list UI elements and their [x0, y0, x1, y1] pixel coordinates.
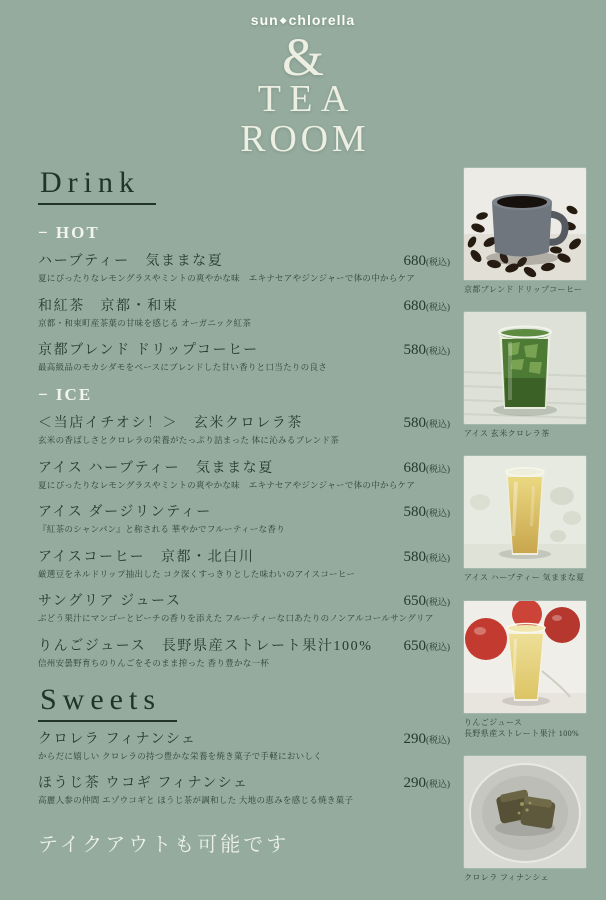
item-description: 厳選豆をネルドリップ抽出した コク深くすっきりとした味わいのアイスコーヒー — [38, 568, 356, 579]
item-price — [396, 253, 451, 270]
item-name: ハーブティー 気ままな夏 — [38, 254, 224, 269]
item-name: 京都ブレンド ドリップコーヒー — [38, 343, 259, 359]
item-name: ほうじ茶 ウコギ フィナンシェ — [38, 776, 249, 792]
menu-item-kyoto-blend-coffee — [38, 339, 450, 373]
item-row — [38, 590, 450, 610]
brand-logo-right: chlorella — [288, 12, 356, 28]
tearoom-logo-room: ROOM — [240, 118, 370, 160]
item-price — [396, 549, 451, 566]
item-description: 京都・和束町産茶葉の甘味を感じる オーガニック紅茶 — [38, 317, 252, 328]
tearoom-logo-tea: TEA — [257, 78, 357, 120]
price-number: 650 — [403, 593, 426, 610]
menu-item-iced-coffee — [38, 546, 450, 580]
item-price — [396, 342, 451, 359]
price-number: 680 — [403, 253, 426, 269]
menu-item-hojicha-financier — [38, 772, 450, 806]
menu-item-iced-herb-tea — [38, 457, 450, 491]
item-description: 『紅茶のシャンパン』と称される 華やかでフルーティーな香り — [38, 524, 286, 535]
item-row — [38, 412, 450, 432]
item-description: 夏にぴったりなレモングラスやミントの爽やかな味 エキナセアやジンジャーで体の中からケア — [38, 479, 416, 490]
menu-item-genmai-chlorella-tea — [38, 412, 450, 446]
photo-caption: アイス ハーブティー 気ままな夏 — [464, 573, 585, 583]
item-price — [396, 731, 451, 748]
item-row — [38, 546, 450, 566]
item-description: ぶどう果汁にマンゴーとピーチの香りを添えた フルーティーな口あたりのノンアルコールサングリア — [38, 613, 434, 624]
item-description: 信州安曇野育ちのりんごをそのまま搾った 香り豊かな一杯 — [38, 658, 270, 668]
photo-caption — [464, 717, 588, 739]
price-number: 290 — [403, 775, 426, 792]
price-tax: (税込) — [426, 779, 450, 790]
item-description: 高麗人参の仲間 エゾウコギと ほうじ茶が調和した 大地の恵みを感じる焼き菓子 — [38, 795, 354, 806]
diamond-separator-icon: ◆ — [279, 15, 288, 25]
menu-item-wakocha — [38, 295, 450, 329]
photo-iced-chlorella-tea — [464, 312, 586, 424]
item-row — [38, 250, 450, 270]
photo-chlorella-financier — [464, 756, 586, 868]
sweets-section-title: Sweets — [38, 683, 177, 722]
price-tax: (税込) — [426, 346, 450, 357]
price-tax: (税込) — [426, 463, 450, 474]
item-row — [38, 635, 450, 655]
photo-card — [464, 312, 588, 439]
menu-item-apple-juice — [38, 635, 450, 669]
menu-item-sangria-juice — [38, 590, 450, 624]
menu-text-column — [38, 166, 450, 900]
price-tax: (税込) — [426, 257, 450, 267]
price-number: 680 — [403, 459, 426, 476]
drink-section-title: Drink — [38, 166, 156, 205]
item-name: 和紅茶 京都・和束 — [38, 298, 179, 314]
item-name: クロレラ フィナンシェ — [38, 731, 197, 747]
price-tax: (税込) — [426, 418, 450, 429]
photo-column — [464, 166, 588, 900]
item-description: 夏にぴったりなレモングラスやミントの爽やかな味 エキナセアやジンジャーで体の中からケア — [38, 273, 416, 283]
item-row — [38, 772, 450, 792]
item-price — [396, 593, 451, 610]
item-name: アイス ハーブティー 気ままな夏 — [38, 460, 274, 476]
photo-card — [464, 601, 588, 739]
item-name: りんごジュース 長野県産ストレート果汁100% — [38, 639, 373, 654]
item-price — [396, 775, 451, 792]
item-name: ＜当店イチオシ！＞ 玄米クロレラ茶 — [38, 415, 303, 431]
item-row — [38, 457, 450, 477]
item-name: アイスコーヒー 京都・北白川 — [38, 549, 255, 565]
photo-card — [464, 168, 588, 295]
brand-header — [0, 0, 606, 158]
item-description: 玄米の香ばしさとクロレラの栄養がたっぷり詰まった 体に沁みるブレンド茶 — [38, 434, 340, 445]
price-tax: (税込) — [426, 508, 450, 519]
menu-item-herb-tea-hot — [38, 250, 450, 284]
photo-kyoto-blend-drip-coffee — [464, 168, 586, 280]
menu-content — [0, 158, 606, 900]
price-number: 580 — [403, 504, 426, 521]
hot-subsection-label: − HOT — [38, 223, 100, 242]
photo-card — [464, 756, 588, 883]
photo-caption-line1: りんごジュース — [464, 717, 523, 727]
menu-item-iced-darjeeling — [38, 501, 450, 535]
ice-subsection-label: − ICE — [38, 384, 93, 404]
item-price — [396, 504, 451, 521]
price-tax: (税込) — [426, 301, 450, 312]
price-number: 680 — [403, 297, 426, 314]
photo-apple-juice — [464, 601, 586, 713]
price-number: 650 — [403, 638, 426, 654]
item-description: からだに嬉しい クロレラの持つ豊かな栄養を焼き菓子で手軽においしく — [38, 750, 323, 761]
item-name: サングリア ジュース — [38, 594, 182, 610]
price-tax: (税込) — [426, 734, 450, 745]
brand-logo-left: sun — [250, 12, 279, 28]
photo-iced-herb-tea — [464, 456, 586, 568]
price-number: 290 — [403, 730, 426, 747]
photo-caption: アイス 玄米クロレラ茶 — [464, 429, 550, 439]
price-number: 580 — [403, 548, 426, 565]
price-number: 580 — [403, 414, 426, 431]
item-row — [38, 728, 450, 748]
item-row — [38, 295, 450, 315]
photo-caption-line2: 長野県産ストレート果汁 100% — [464, 728, 580, 738]
item-name: アイス ダージリンティー — [38, 505, 212, 521]
item-price — [396, 638, 451, 655]
tearoom-logo-ampersand: & — [281, 27, 324, 87]
item-price — [396, 298, 451, 315]
photo-caption: クロレラ フィナンシェ — [464, 872, 549, 882]
item-price — [396, 460, 451, 477]
item-row — [38, 339, 450, 359]
price-tax: (税込) — [426, 597, 450, 608]
takeout-note: テイクアウトも可能です — [38, 833, 290, 856]
price-tax: (税込) — [426, 642, 450, 652]
item-row — [38, 501, 450, 521]
item-price — [396, 415, 451, 432]
menu-item-chlorella-financier — [38, 728, 450, 762]
item-description: 最高級品のモカシダモをベースにブレンドした甘い香りと口当たりの良さ — [38, 362, 328, 373]
price-tax: (税込) — [426, 552, 450, 563]
sweets-section — [38, 683, 450, 806]
photo-card — [464, 456, 588, 583]
brand-logo — [0, 13, 606, 27]
price-number: 580 — [403, 342, 426, 359]
photo-caption: 京都ブレンド ドリップコーヒー — [464, 285, 583, 294]
